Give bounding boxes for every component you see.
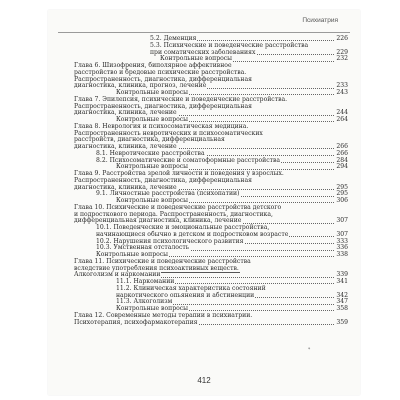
toc-entry-title: при соматических заболеваниях xyxy=(150,48,256,56)
toc-entry-title: Контрольные вопросы xyxy=(116,305,189,312)
toc-entry-page: 295 xyxy=(336,183,348,191)
running-header xyxy=(48,10,360,32)
toc-entry-title: 5.2. Деменция xyxy=(150,35,197,42)
toc-entry-page: 295 xyxy=(336,190,348,198)
toc-entry-page: 341 xyxy=(336,278,348,285)
toc-entry-title: Глава 6. Шизофрения, биполярное аффективное xyxy=(74,62,232,69)
toc-entry-page: 338 xyxy=(336,251,348,258)
toc-entry-title: диагностика, клиника, лечение xyxy=(74,183,177,191)
toc-entry-title: диагностика, клиника, лечение xyxy=(74,143,177,150)
toc-entry-page: 232 xyxy=(336,55,348,63)
toc-entry-title: 10.3. Умственная отсталость xyxy=(96,244,190,252)
toc-entry-title: 11.1. Наркомании xyxy=(116,278,175,285)
toc-entry-title: 8.2. Психосоматические и соматоформные расстройства xyxy=(96,156,281,164)
toc-entry-title: Распространенность, диагностика, дифференциальная xyxy=(74,102,252,110)
page-number: 412 xyxy=(197,376,211,385)
toc-entry-page: 233 xyxy=(336,82,348,90)
toc-entry-title: Глава 8. Неврология и психосоматическая медицина. xyxy=(74,122,249,130)
toc-entry xyxy=(74,320,348,327)
toc-entry-page: 226 xyxy=(336,35,348,42)
toc-entry-title: диагностика, клиника, прогноз, лечение xyxy=(74,82,207,90)
toc-entry-title: Контрольные вопросы xyxy=(96,251,169,258)
toc-entry-title: Контрольные вопросы xyxy=(160,55,233,63)
toc-entry-title: Контрольные вопросы xyxy=(116,116,189,123)
toc-entry-page: 307 xyxy=(336,230,348,238)
toc-entry-title: диагностика, клиника, лечение xyxy=(74,109,177,117)
toc-entry-page: 307 xyxy=(336,217,348,225)
toc-entry-page: 266 xyxy=(336,149,348,157)
toc-entry-title: дифференциальная диагностика, клиника, лечение xyxy=(74,217,242,225)
pen-mark: ᵩ xyxy=(308,345,311,351)
toc-entry-title: Распространенность, диагностика, дифференциальная xyxy=(74,176,252,184)
toc-entry-title: Контрольные вопросы xyxy=(116,89,189,96)
toc-entry-title: начинающиеся обычно в детском и подростковом возрасте xyxy=(96,230,289,238)
toc-entry-title: Распространенность невротических и психосоматических xyxy=(74,129,263,137)
toc-entry-title: вследствие употребления психоактивных веществ. xyxy=(74,264,239,272)
toc-entry-title: 10.2. Нарушения психологического развития xyxy=(96,237,244,245)
toc-entry-title: 10.1. Поведенческие и эмоциональные расстройства, xyxy=(96,224,270,231)
toc-entry-title: Контрольные вопросы xyxy=(116,163,189,171)
toc-entry-page: 229 xyxy=(336,48,348,56)
toc-entry-title: 11.2. Клиническая характеристика состояний xyxy=(116,284,266,292)
toc-entry-title: Глава 10. Психические и поведенческие расстройства детского xyxy=(74,203,282,211)
toc-entry-title: 8.1. Невротические расстройства xyxy=(96,149,205,157)
toc-entry-page: 306 xyxy=(336,197,348,204)
toc-entry-title: 11.3. Алкоголизм xyxy=(116,298,173,306)
toc-entry-title: Психотерапия, психофармакотерапия xyxy=(74,318,198,326)
toc-entry-title: Распространенность, диагностика, дифференциальная xyxy=(74,75,252,83)
header-rule xyxy=(58,32,350,33)
toc-entry-page: 359 xyxy=(336,318,348,326)
book-page xyxy=(48,10,360,395)
toc-entry-title: 5.3. Психические и поведенческие расстройства xyxy=(150,41,309,49)
toc-entry-title: Алкоголизм и наркомании xyxy=(74,271,161,279)
toc-entry-page: 358 xyxy=(336,305,348,312)
toc-entry-title: и подросткового периода. Распространенность, диагностика, xyxy=(74,210,273,218)
toc-entry-page: 284 xyxy=(336,156,348,164)
toc-entry-title: Глава 12. Современные методы терапии в психиатрии. xyxy=(74,311,253,319)
toc-entry-title: 9.1. Личностные расстройства (психопатии) xyxy=(96,190,240,198)
toc-entry-page: 342 xyxy=(336,291,348,299)
toc-entry-title: наркотического опьянения и абстиненции xyxy=(116,291,255,299)
toc-entry-title: Глава 7. Эпилепсия, психические и поведенческие расстройства. xyxy=(74,95,288,103)
toc-entry-title: расстройств, диагностика, дифференциальная xyxy=(74,136,225,144)
toc-entry-page: 264 xyxy=(336,116,348,123)
toc-entry-page: 347 xyxy=(336,298,348,306)
toc-entry-page: 339 xyxy=(336,271,348,279)
toc-entry-page: 244 xyxy=(336,109,348,117)
toc-entry-page: 266 xyxy=(336,143,348,150)
toc-entry-title: Глава 11. Психические и поведенческие расстройства xyxy=(74,257,251,265)
running-header-title: Психиатрия xyxy=(302,17,338,24)
toc-entry-page: 243 xyxy=(336,89,348,96)
table-of-contents xyxy=(74,36,348,326)
toc-entry-page: 294 xyxy=(336,163,348,171)
toc-entry-title: Глава 9. Расстройства зрелой личности и поведения у взрослых. xyxy=(74,170,284,177)
toc-entry-title: расстройство и бредовые психические расстройства. xyxy=(74,68,247,76)
toc-entry-page: 333 xyxy=(336,237,348,245)
toc-entry-page: 336 xyxy=(336,244,348,252)
toc-entry-title: Контрольные вопросы xyxy=(116,197,189,204)
